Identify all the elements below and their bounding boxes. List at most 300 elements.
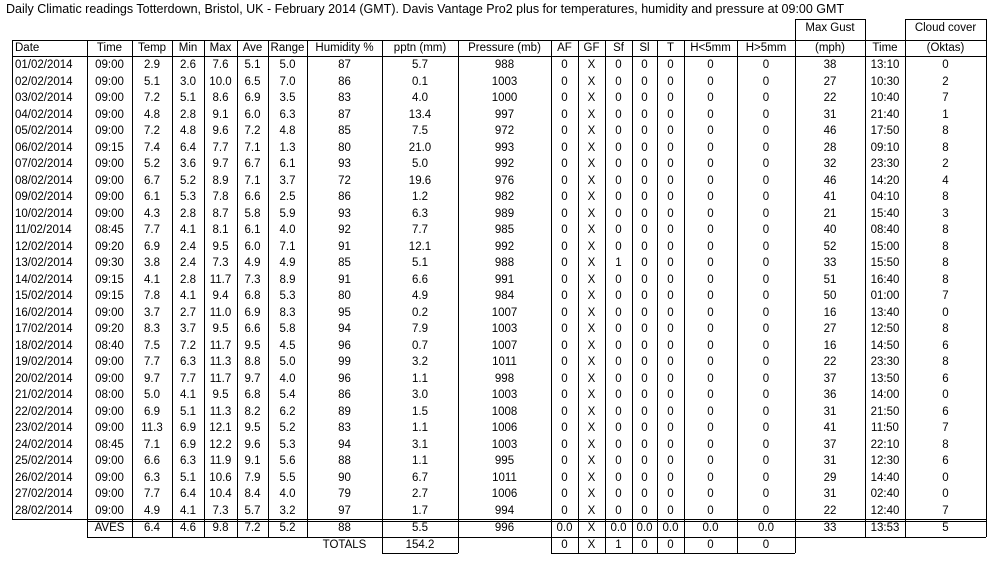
cell-range: 7.1 — [279, 240, 296, 253]
cell-pptn: 21.0 — [408, 141, 432, 154]
cell-t: 0 — [667, 240, 674, 253]
cell-time: 09:00 — [95, 488, 124, 500]
cell-gust-time: 16:40 — [870, 273, 900, 286]
cell-hail-large: 0 — [762, 455, 770, 467]
cell-humidity: 80 — [338, 141, 351, 154]
cell-range: 7.0 — [279, 75, 296, 88]
cell-gf: X — [587, 306, 596, 319]
cell-pressure: 992 — [494, 158, 515, 170]
cell-sf: 1 — [615, 257, 622, 269]
cell-gf: X — [587, 141, 596, 154]
cell-gust: 22 — [823, 356, 837, 368]
cell-gust: 29 — [823, 471, 837, 484]
cell-gust: 52 — [823, 240, 837, 253]
cell-sf: 0 — [615, 125, 622, 137]
aves-divider — [132, 519, 133, 537]
cell-sf: 0 — [615, 438, 622, 451]
cell-ave: 9.5 — [244, 422, 261, 434]
cell-gf: X — [587, 125, 596, 137]
cell-af: 0 — [561, 207, 568, 220]
cell-cloud: 8 — [942, 224, 949, 236]
column-divider — [172, 40, 173, 519]
cell-range: 5.9 — [279, 207, 296, 220]
header-min: Min — [178, 42, 198, 54]
totals-gf: X — [587, 538, 596, 551]
cell-hail-small: 0 — [707, 125, 714, 137]
cell-t: 0 — [667, 224, 674, 236]
cell-af: 0 — [561, 273, 568, 286]
cell-time: 09:00 — [95, 158, 124, 170]
cell-sf: 0 — [615, 174, 622, 187]
header-pptn: pptn (mm) — [393, 42, 447, 54]
cell-pptn: 0.7 — [412, 339, 428, 352]
cell-date: 18/02/2014 — [15, 339, 73, 352]
cell-ave: 9.5 — [244, 339, 261, 352]
cell-sl: 0 — [641, 323, 648, 335]
cell-ave: 9.7 — [244, 372, 261, 385]
cell-max: 9.4 — [212, 290, 229, 302]
cell-pressure: 1006 — [491, 488, 518, 500]
cell-gust: 40 — [823, 224, 837, 236]
column-divider — [551, 40, 552, 519]
cell-temp: 8.3 — [144, 323, 160, 335]
cell-gust-time: 10:30 — [870, 75, 900, 88]
cell-sl: 0 — [641, 339, 648, 352]
cell-hail-small: 0 — [707, 504, 714, 517]
cell-af: 0 — [561, 59, 568, 71]
cell-humidity: 91 — [338, 240, 351, 253]
cell-ave: 6.1 — [244, 224, 261, 236]
cell-min: 2.4 — [180, 240, 196, 253]
cell-sl: 0 — [641, 438, 648, 451]
cell-cloud: 6 — [942, 372, 949, 385]
totals-pptn: 154.2 — [405, 538, 435, 551]
cell-date: 02/02/2014 — [15, 75, 73, 88]
aves-divider — [578, 519, 579, 537]
cell-max: 10.6 — [209, 471, 232, 484]
cell-temp: 6.9 — [144, 240, 160, 253]
cell-pptn: 4.9 — [412, 290, 428, 302]
cell-time: 08:00 — [95, 389, 124, 401]
cell-range: 8.9 — [279, 273, 296, 286]
cell-min: 6.4 — [180, 141, 196, 154]
cell-ave: 6.6 — [244, 323, 261, 335]
cell-min: 6.3 — [180, 455, 196, 467]
cell-max: 12.2 — [209, 438, 232, 451]
cell-cloud: 0 — [942, 488, 949, 500]
cell-gf: X — [587, 174, 596, 187]
aves-divider — [204, 519, 205, 537]
cell-cloud: 6 — [942, 455, 949, 467]
cell-sf: 0 — [615, 504, 622, 517]
cell-gust-time: 22:10 — [870, 438, 900, 451]
cell-pressure: 997 — [494, 108, 515, 121]
cell-time: 09:00 — [95, 59, 124, 71]
cell-time: 09:15 — [95, 273, 124, 286]
cell-cloud: 8 — [942, 191, 949, 203]
cell-pressure: 1003 — [491, 75, 518, 88]
cell-hail-large: 0 — [762, 422, 770, 434]
cell-pressure: 992 — [494, 240, 515, 253]
cell-gust-time: 04:10 — [870, 191, 900, 203]
cell-time: 09:00 — [95, 405, 124, 418]
cell-gust: 22 — [823, 92, 837, 104]
cell-max: 10.4 — [209, 488, 232, 500]
cell-cloud: 8 — [942, 257, 949, 269]
cell-hail-large: 0 — [762, 257, 770, 269]
cell-range: 4.8 — [279, 125, 296, 137]
cell-gust-time: 12:50 — [870, 323, 900, 335]
cell-pptn: 12.1 — [408, 240, 432, 253]
aves-divider — [458, 519, 459, 537]
cell-sf: 0 — [615, 471, 622, 484]
cell-range: 5.2 — [279, 422, 296, 434]
cell-gf: X — [587, 92, 596, 104]
cell-pressure: 1006 — [491, 422, 518, 434]
cell-max: 10.0 — [209, 75, 232, 88]
cell-pptn: 1.7 — [412, 504, 428, 517]
aves-range: 5.2 — [279, 522, 296, 534]
cell-sl: 0 — [641, 405, 648, 418]
cell-gust-time: 15:50 — [870, 257, 900, 269]
cell-t: 0 — [667, 389, 674, 401]
cell-ave: 5.7 — [244, 504, 261, 517]
header-max-gust: Max Gust — [805, 22, 855, 34]
cell-hail-small: 0 — [707, 290, 714, 302]
header-ave: Ave — [242, 42, 263, 54]
cell-temp: 5.0 — [144, 389, 160, 401]
cell-hail-small: 0 — [707, 174, 714, 187]
cell-sf: 0 — [615, 108, 622, 121]
cell-temp: 7.1 — [144, 438, 160, 451]
cell-hail-small: 0 — [707, 224, 714, 236]
cell-max: 9.7 — [212, 158, 229, 170]
cell-gf: X — [587, 108, 596, 121]
cell-hail-large: 0 — [762, 306, 770, 319]
aves-bottom-border — [87, 537, 986, 538]
cell-hail-large: 0 — [762, 339, 770, 352]
cell-sl: 0 — [641, 504, 648, 517]
cell-humidity: 86 — [338, 389, 351, 401]
cell-hail-small: 0 — [707, 438, 714, 451]
aves-hail-large: 0.0 — [758, 522, 774, 534]
cell-min: 3.0 — [180, 75, 196, 88]
cell-pptn: 3.1 — [412, 438, 428, 451]
cell-af: 0 — [561, 158, 568, 170]
aves-divider — [632, 519, 633, 537]
cell-date: 24/02/2014 — [15, 438, 73, 451]
totals-divider — [578, 537, 579, 554]
cell-sl: 0 — [641, 488, 648, 500]
cell-min: 2.8 — [180, 108, 196, 121]
cell-cloud: 7 — [942, 504, 949, 517]
cell-time: 09:00 — [95, 356, 124, 368]
cell-humidity: 83 — [338, 422, 351, 434]
cell-ave: 6.6 — [244, 191, 261, 203]
cell-gust: 46 — [823, 174, 837, 187]
cell-temp: 3.8 — [144, 257, 160, 269]
totals-divider — [382, 537, 383, 554]
cell-cloud: 2 — [942, 75, 949, 88]
cell-sl: 0 — [641, 257, 648, 269]
header-pressure: Pressure (mb) — [468, 42, 541, 54]
cell-cloud: 8 — [942, 323, 949, 335]
header-date: Date — [15, 42, 40, 54]
cell-temp: 7.2 — [144, 125, 160, 137]
cell-af: 0 — [561, 471, 568, 484]
cell-t: 0 — [667, 323, 674, 335]
cell-sf: 0 — [615, 323, 622, 335]
cell-gust: 27 — [823, 323, 837, 335]
cell-sf: 0 — [615, 273, 622, 286]
header-time: Time — [96, 42, 123, 54]
cell-hail-small: 0 — [707, 323, 714, 335]
cell-hail-small: 0 — [707, 59, 714, 71]
cell-temp: 4.3 — [144, 207, 160, 220]
cell-sl: 0 — [641, 224, 648, 236]
cell-t: 0 — [667, 257, 674, 269]
cell-date: 26/02/2014 — [15, 471, 73, 484]
cell-temp: 9.7 — [144, 372, 160, 385]
totals-divider — [551, 537, 552, 554]
cell-sl: 0 — [641, 207, 648, 220]
header-divider — [12, 56, 986, 57]
cell-humidity: 83 — [338, 92, 351, 104]
cell-gust: 37 — [823, 372, 837, 385]
cell-sl: 0 — [641, 356, 648, 368]
cell-t: 0 — [667, 191, 674, 203]
cell-gf: X — [587, 356, 596, 368]
cell-humidity: 94 — [338, 323, 351, 335]
cell-cloud: 1 — [942, 108, 949, 121]
cell-time: 09:00 — [95, 422, 124, 434]
cell-sl: 0 — [641, 191, 648, 203]
cell-pressure: 972 — [494, 125, 515, 137]
cell-temp: 5.1 — [144, 75, 160, 88]
cell-t: 0 — [667, 290, 674, 302]
cell-t: 0 — [667, 273, 674, 286]
cell-max: 9.1 — [212, 108, 229, 121]
cell-gust-time: 15:40 — [870, 207, 900, 220]
cell-hail-large: 0 — [762, 240, 770, 253]
cell-humidity: 97 — [338, 504, 351, 517]
cell-pressure: 998 — [494, 372, 515, 385]
header-max: Max — [209, 42, 232, 54]
cell-hail-large: 0 — [762, 59, 770, 71]
cell-t: 0 — [667, 405, 674, 418]
cell-pressure: 1003 — [491, 389, 518, 401]
column-divider — [268, 40, 269, 519]
aves-t: 0.0 — [662, 522, 679, 534]
column-divider — [605, 40, 606, 519]
cell-gust: 31 — [823, 405, 837, 418]
cell-date: 10/02/2014 — [15, 207, 73, 220]
cell-gust-time: 14:40 — [870, 471, 900, 484]
header-gust: (mph) — [814, 42, 846, 54]
header-gf: GF — [583, 42, 600, 54]
cell-humidity: 99 — [338, 356, 351, 368]
totals-divider — [737, 537, 738, 554]
cell-range: 6.1 — [279, 158, 296, 170]
cell-cloud: 0 — [942, 471, 949, 484]
cell-time: 09:00 — [95, 75, 124, 88]
cell-gust-time: 21:40 — [870, 108, 900, 121]
cell-pressure: 1007 — [491, 306, 518, 319]
cell-gf: X — [587, 372, 596, 385]
cell-humidity: 92 — [338, 224, 351, 236]
aves-divider — [684, 519, 685, 537]
cell-gust: 41 — [823, 422, 837, 434]
cell-hail-large: 0 — [762, 207, 770, 220]
cell-ave: 7.3 — [244, 273, 261, 286]
aves-humidity: 88 — [338, 522, 351, 534]
cell-humidity: 85 — [338, 257, 351, 269]
cell-time: 09:00 — [95, 92, 124, 104]
column-divider — [204, 40, 205, 519]
cell-cloud: 2 — [942, 158, 949, 170]
cell-date: 13/02/2014 — [15, 257, 73, 269]
cell-t: 0 — [667, 438, 674, 451]
cell-cloud: 7 — [942, 92, 949, 104]
cell-min: 4.1 — [180, 389, 196, 401]
cell-t: 0 — [667, 372, 674, 385]
cell-sf: 0 — [615, 290, 622, 302]
cell-max: 8.1 — [212, 224, 229, 236]
totals-sl: 0 — [641, 538, 648, 551]
header-temp: Temp — [137, 42, 167, 54]
aves-gust-time: 13:53 — [870, 522, 900, 534]
cell-pptn: 3.2 — [412, 356, 428, 368]
cell-ave: 6.8 — [244, 290, 261, 302]
cloud-box-right — [986, 19, 987, 40]
aves-divider — [605, 519, 606, 537]
cell-sf: 0 — [615, 158, 622, 170]
cell-humidity: 80 — [338, 290, 351, 302]
cell-range: 5.8 — [279, 323, 296, 335]
cell-pressure: 1008 — [491, 405, 518, 418]
cell-pressure: 993 — [494, 141, 515, 154]
cell-min: 4.1 — [180, 224, 196, 236]
cell-pptn: 1.1 — [412, 455, 428, 467]
cell-temp: 7.7 — [144, 224, 160, 236]
cell-sl: 0 — [641, 372, 648, 385]
cell-temp: 6.6 — [144, 455, 160, 467]
page-title: Daily Climatic readings Totterdown, Bristol, UK - February 2014 (GMT). Davis Vantage Pro2 plus for temperatures, humidity and pressure at 09:00 GMT — [6, 2, 845, 16]
cell-gust: 31 — [823, 108, 837, 121]
cell-sf: 0 — [615, 422, 622, 434]
cell-pressure: 989 — [494, 207, 515, 220]
totals-divider — [458, 537, 459, 554]
cell-temp: 6.3 — [144, 471, 160, 484]
aves-divider — [737, 519, 738, 537]
cell-cloud: 0 — [942, 306, 949, 319]
cell-hail-small: 0 — [707, 273, 714, 286]
cell-min: 5.1 — [180, 471, 196, 484]
cell-range: 5.4 — [279, 389, 296, 401]
cell-af: 0 — [561, 389, 568, 401]
cell-ave: 7.2 — [244, 125, 261, 137]
cell-time: 09:00 — [95, 306, 124, 319]
totals-flags-bottom — [551, 553, 795, 554]
cell-min: 2.4 — [180, 257, 196, 269]
cell-pptn: 13.4 — [408, 108, 432, 121]
cell-range: 3.7 — [279, 174, 296, 187]
cell-gust: 50 — [823, 290, 837, 302]
column-divider — [632, 40, 633, 519]
cell-ave: 7.9 — [244, 471, 261, 484]
aves-temp: 6.4 — [144, 522, 160, 534]
cell-gust-time: 23:30 — [870, 158, 900, 170]
cell-sl: 0 — [641, 471, 648, 484]
cell-gust-time: 14:00 — [870, 389, 900, 401]
header-humidity: Humidity % — [315, 42, 374, 54]
cell-hail-small: 0 — [707, 158, 714, 170]
cell-pressure: 1007 — [491, 339, 518, 352]
cell-max: 11.7 — [209, 339, 232, 352]
cell-gust-time: 10:40 — [870, 92, 900, 104]
cell-t: 0 — [667, 108, 674, 121]
totals-divider — [795, 537, 796, 554]
cell-gust-time: 13:50 — [870, 372, 900, 385]
cell-date: 07/02/2014 — [15, 158, 73, 170]
cell-min: 6.4 — [180, 488, 196, 500]
cell-pptn: 7.7 — [412, 224, 428, 236]
cell-sl: 0 — [641, 240, 648, 253]
cloud-box-left — [905, 19, 906, 40]
totals-divider — [657, 537, 658, 554]
cell-range: 4.0 — [279, 224, 296, 236]
totals-divider — [605, 537, 606, 554]
cell-sl: 0 — [641, 158, 648, 170]
cell-hail-large: 0 — [762, 323, 770, 335]
cell-humidity: 85 — [338, 125, 351, 137]
cell-range: 5.3 — [279, 290, 296, 302]
cell-ave: 8.4 — [244, 488, 261, 500]
cell-sl: 0 — [641, 273, 648, 286]
cell-date: 08/02/2014 — [15, 174, 73, 187]
cell-hail-large: 0 — [762, 125, 770, 137]
gust-box-right — [865, 19, 866, 40]
cell-humidity: 94 — [338, 438, 351, 451]
cell-gust-time: 13:40 — [870, 306, 900, 319]
cell-sl: 0 — [641, 141, 648, 154]
cell-gf: X — [587, 471, 596, 484]
cell-hail-large: 0 — [762, 504, 770, 517]
cell-range: 5.0 — [279, 59, 296, 71]
cell-gust-time: 08:40 — [870, 224, 900, 236]
cell-sl: 0 — [641, 125, 648, 137]
cell-hail-large: 0 — [762, 108, 770, 121]
cell-cloud: 0 — [942, 59, 949, 71]
cell-gf: X — [587, 75, 596, 88]
aves-sl: 0.0 — [636, 522, 653, 534]
column-divider — [578, 40, 579, 519]
cell-sl: 0 — [641, 422, 648, 434]
cell-humidity: 91 — [338, 273, 351, 286]
cell-af: 0 — [561, 75, 568, 88]
cell-hail-small: 0 — [707, 389, 714, 401]
aves-gust: 33 — [823, 522, 837, 534]
cell-af: 0 — [561, 141, 568, 154]
cell-pressure: 991 — [494, 273, 515, 286]
cell-max: 7.3 — [212, 257, 229, 269]
aves-divider — [551, 519, 552, 537]
cell-hail-large: 0 — [762, 372, 770, 385]
cell-t: 0 — [667, 356, 674, 368]
cell-gust: 36 — [823, 389, 837, 401]
cell-gust: 16 — [823, 306, 837, 319]
cell-date: 11/02/2014 — [15, 224, 72, 236]
